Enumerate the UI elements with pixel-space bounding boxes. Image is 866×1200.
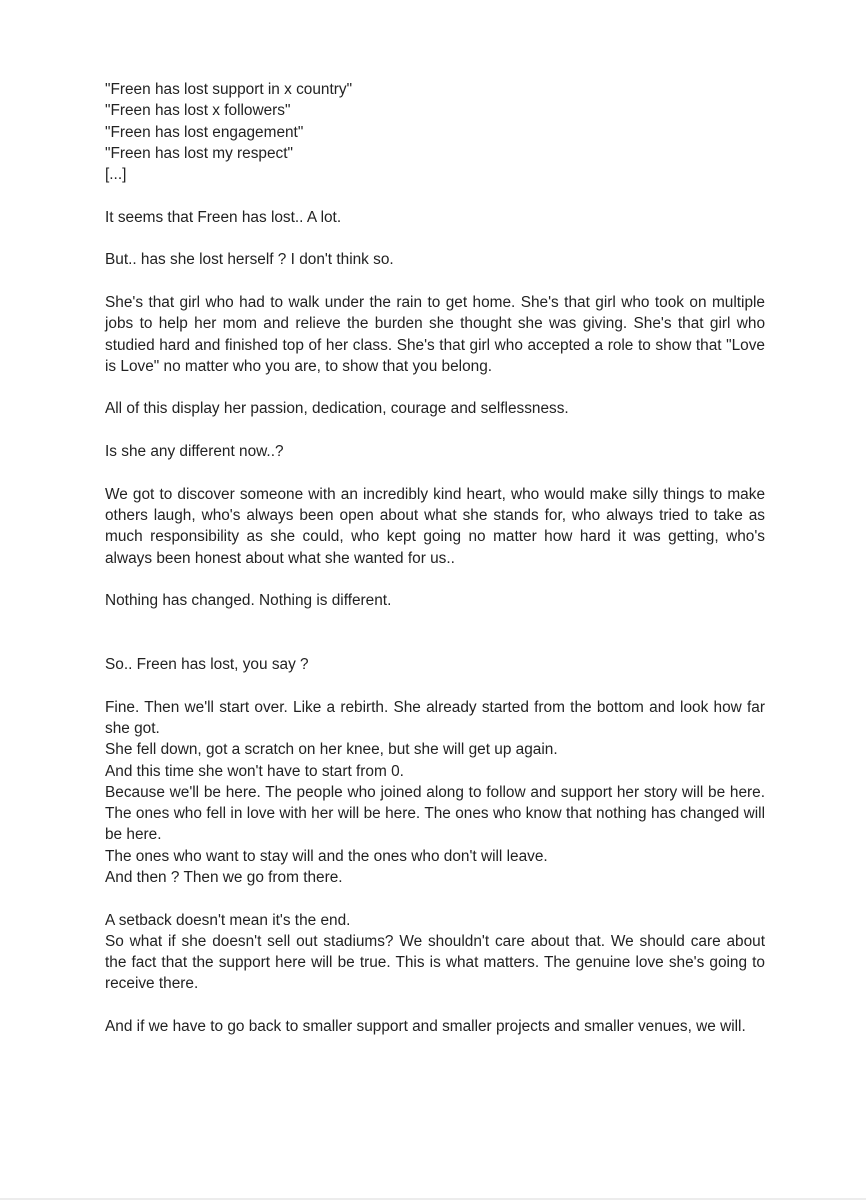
- document-body: [105, 79, 765, 1037]
- paragraph: We got to discover someone with an incredibly kind heart, who would make silly things to make others laugh, who's always been open about what she stands for, who always tried to take as much responsibility as she could, who kept going no matter how hard it was getting, who's always been honest about what she wanted for us..: [105, 485, 765, 567]
- paragraph-line: A setback doesn't mean it's the end.: [105, 911, 351, 929]
- paragraph-spacer: [105, 675, 765, 696]
- paragraph: So.. Freen has lost, you say ?: [105, 656, 309, 674]
- paragraph-spacer: [105, 569, 765, 590]
- paragraph-spacer: [105, 420, 765, 441]
- paragraph-spacer: [105, 995, 765, 1016]
- paragraph-line: And then ? Then we go from there.: [105, 868, 343, 886]
- paragraph: It seems that Freen has lost.. A lot.: [105, 208, 342, 226]
- paragraph-line: Fine. Then we'll start over. Like a rebirth. She already started from the bottom and look how far she got.: [105, 698, 765, 737]
- paragraph-line: The ones who want to stay will and the ones who don't will leave.: [105, 847, 548, 865]
- paragraph: She's that girl who had to walk under the rain to get home. She's that girl who took on multiple jobs to help her mom and relieve the burden she thought she was giving. She's that girl who studied hard and finished top of her class. She's that girl who accepted a role to show that "Love is Love" no matter who you are, to show that you belong.: [105, 293, 765, 375]
- paragraph-line: She fell down, got a scratch on her knee, but she will get up again.: [105, 741, 558, 759]
- paragraph: And if we have to go back to smaller support and smaller projects and smaller venues, we will.: [105, 1018, 746, 1036]
- paragraph: Nothing has changed. Nothing is different.: [105, 592, 392, 610]
- ellipsis-line: [...]: [105, 166, 127, 184]
- paragraph-spacer: [105, 228, 765, 249]
- paragraph-spacer: [105, 377, 765, 398]
- paragraph: All of this display her passion, dedication, courage and selflessness.: [105, 400, 569, 418]
- paragraph-spacer: [105, 462, 765, 483]
- quote-line: "Freen has lost my respect": [105, 144, 293, 162]
- paragraph-spacer: [105, 611, 765, 632]
- quote-line: "Freen has lost x followers": [105, 102, 291, 120]
- quote-line: "Freen has lost support in x country": [105, 81, 353, 98]
- paragraph: Is she any different now..?: [105, 443, 284, 461]
- paragraph: But.. has she lost herself ? I don't think so.: [105, 251, 394, 269]
- paragraph-line: So what if she doesn't sell out stadiums? We shouldn't care about that. We should care about the fact that the support here will be true. This is what matters. The genuine love she's going to receive there.: [105, 932, 765, 993]
- paragraph-line: Because we'll be here. The people who joined along to follow and support her story will be here. The ones who fell in love with her will be here. The ones who know that nothing has changed will be here.: [105, 783, 765, 844]
- paragraph-spacer: [105, 185, 765, 206]
- paragraph-line: And this time she won't have to start from 0.: [105, 762, 404, 780]
- paragraph-spacer: [105, 271, 765, 292]
- quote-line: "Freen has lost engagement": [105, 123, 304, 141]
- paragraph-spacer: [105, 633, 765, 654]
- paragraph-spacer: [105, 888, 765, 909]
